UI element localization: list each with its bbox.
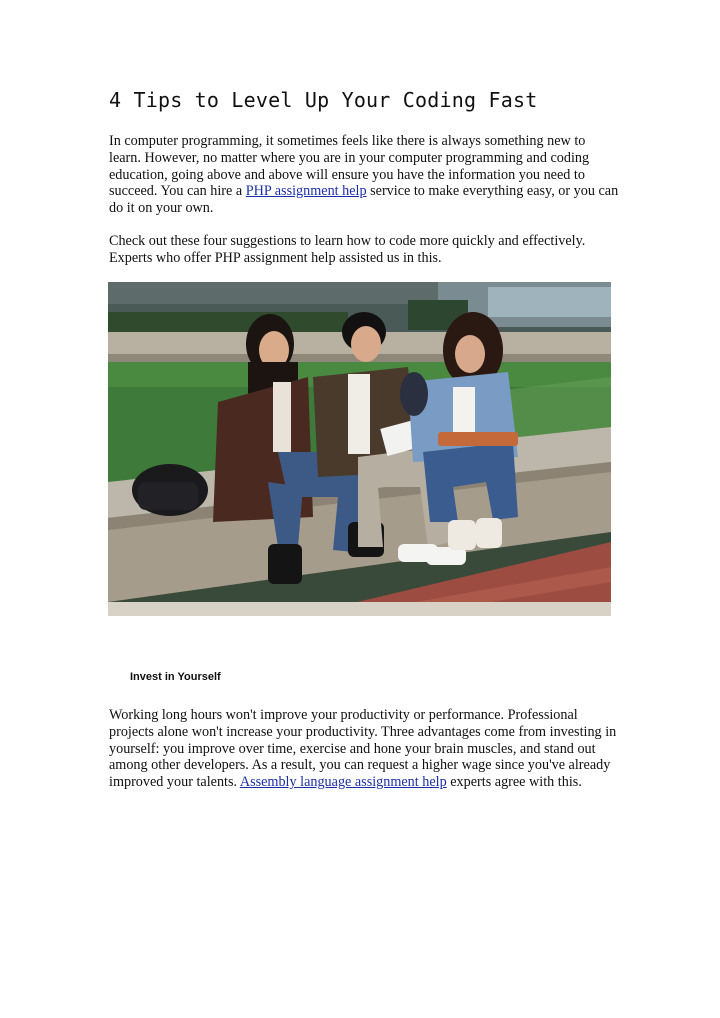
intro-paragraph bbox=[109, 133, 619, 217]
invest-text-before: Working long hours won't improve your productivity or performance. Professional projects alone won't increase your productivity. Three advantages come from investing in yourself: you improve over time, exercise and hone your brain muscles, and stand out among other developers. As a result, you can request a higher wage since you've already improved your talents. bbox=[109, 707, 617, 791]
assembly-language-help-link[interactable]: Assembly language assignment help bbox=[239, 774, 447, 791]
article-title: 4 Tips to Level Up Your Coding Fast bbox=[109, 88, 538, 112]
invest-paragraph bbox=[109, 707, 619, 791]
intro-text-after: service to make everything easy, or you can do it on your own. bbox=[109, 183, 619, 217]
section-heading: Invest in Yourself bbox=[130, 671, 221, 683]
invest-text-after: experts agree with this. bbox=[446, 774, 582, 791]
intro-text-before: In computer programming, it sometimes feels like there is always something new to learn. However, no matter where you are in your computer programming and coding education, going above and above will ensure you have the information you need to succeed. You can hire a bbox=[109, 133, 590, 200]
suggestions-paragraph: Check out these four suggestions to learn how to code more quickly and effectively. Experts who offer PHP assignment help assisted us in this. bbox=[109, 233, 586, 266]
php-assignment-help-link[interactable]: PHP assignment help bbox=[245, 183, 367, 200]
students-photo bbox=[108, 282, 611, 616]
